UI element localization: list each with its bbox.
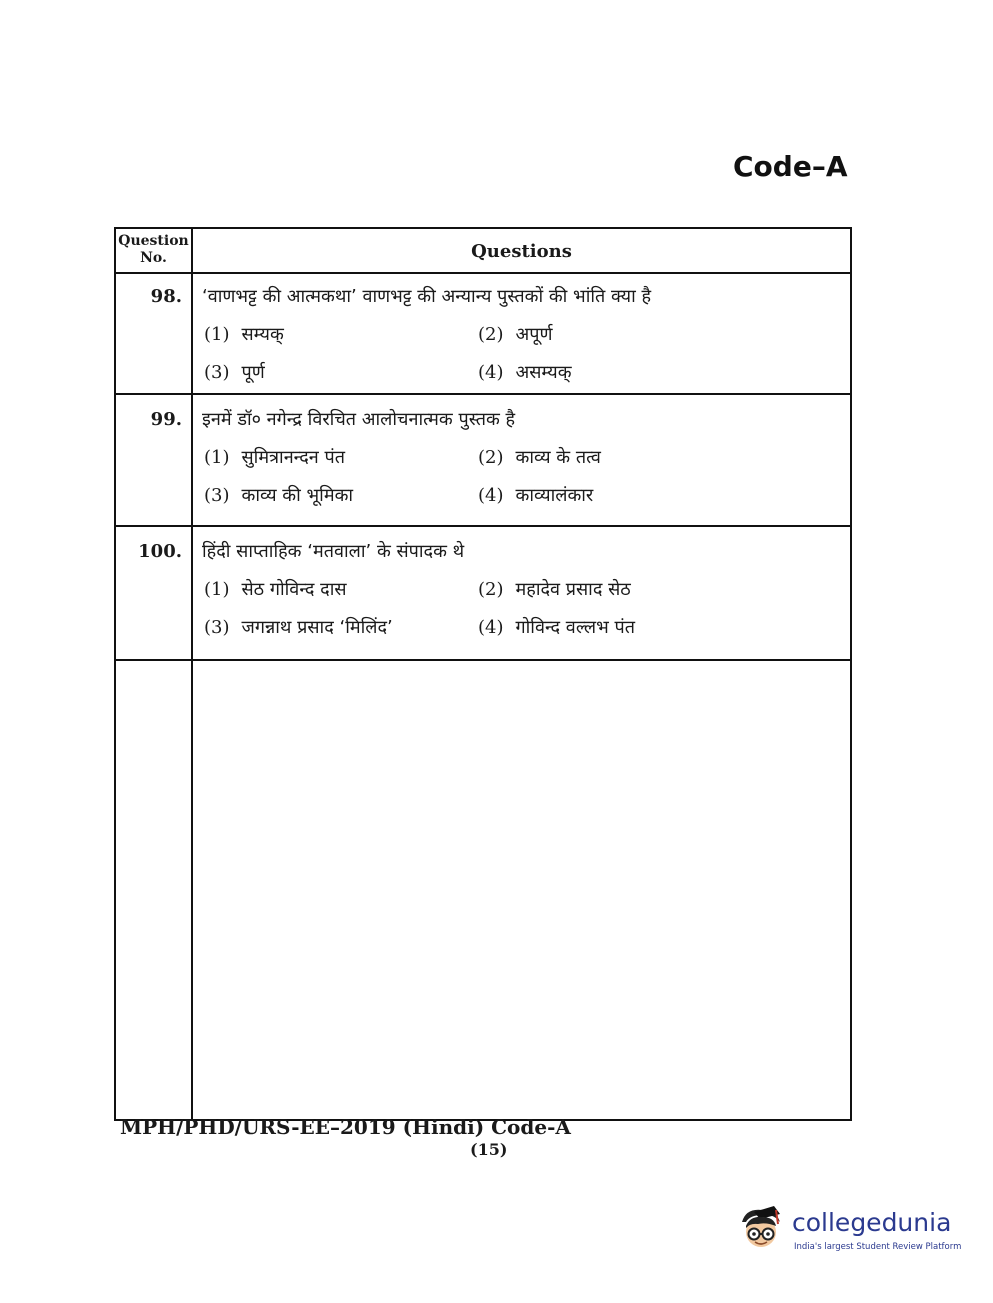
option-number: (2): [478, 447, 504, 468]
option-1: [204, 577, 347, 601]
mascot-icon: [736, 1204, 786, 1254]
option-1: [204, 445, 345, 469]
option-text: सम्यक्: [241, 324, 284, 345]
question-row: [116, 395, 850, 527]
option-4: [478, 483, 593, 507]
header-questions: Questions: [471, 241, 572, 262]
exam-code-label: Code–A: [733, 150, 848, 183]
option-text: पूर्ण: [241, 362, 265, 383]
option-text: गोविन्द वल्लभ पंत: [515, 617, 635, 638]
option-2: [478, 577, 631, 601]
question-number: 99.: [150, 409, 182, 430]
table-header: [116, 229, 850, 274]
option-number: (1): [204, 447, 230, 468]
option-text: अपूर्ण: [515, 324, 553, 345]
option-number: (3): [204, 485, 230, 506]
option-text: असम्यक्: [515, 362, 572, 383]
option-number: (3): [204, 362, 230, 383]
option-3: [204, 483, 353, 507]
option-number: (1): [204, 579, 230, 600]
option-text: काव्यालंकार: [515, 485, 594, 506]
questions-table: [114, 227, 852, 1121]
question-text: हिंदी साप्ताहिक ‘मतवाला’ के संपादक थे: [202, 541, 465, 562]
option-1: [204, 322, 284, 346]
question-text: ‘वाणभट्ट की आत्मकथा’ वाणभट्ट की अन्यान्य पुस्तकों की भांति क्या है: [202, 286, 652, 307]
option-number: (2): [478, 579, 504, 600]
brand-tagline: India's largest Student Review Platform: [794, 1242, 962, 1252]
option-2: [478, 322, 553, 346]
option-text: जगन्नाथ प्रसाद ‘मिलिंद’: [241, 617, 393, 638]
question-number: 98.: [150, 286, 182, 307]
question-number: 100.: [138, 541, 182, 562]
option-number: (4): [478, 362, 504, 383]
question-text: इनमें डॉ० नगेन्द्र विरचित आलोचनात्मक पुस्तक है: [202, 409, 516, 430]
option-text: सेठ गोविन्द दास: [241, 579, 347, 600]
option-number: (1): [204, 324, 230, 345]
option-number: (4): [478, 485, 504, 506]
option-number: (4): [478, 617, 504, 638]
collegedunia-watermark: [736, 1196, 966, 1266]
option-3: [204, 360, 265, 384]
brand-name: collegedunia: [792, 1208, 952, 1237]
option-3: [204, 615, 393, 639]
question-row: [116, 272, 850, 395]
option-4: [478, 360, 572, 384]
footer-exam-code: MPH/PHD/URS-EE–2019 (Hindi) Code-A: [120, 1115, 571, 1139]
option-2: [478, 445, 601, 469]
option-number: (3): [204, 617, 230, 638]
option-4: [478, 615, 635, 639]
option-text: काव्य की भूमिका: [241, 485, 354, 506]
question-row: [116, 527, 850, 661]
option-text: काव्य के तत्व: [515, 447, 601, 468]
page-number: (15): [470, 1140, 508, 1159]
option-text: महादेव प्रसाद सेठ: [515, 579, 631, 600]
header-question-no: Question No.: [118, 233, 189, 266]
option-text: सुमित्रानन्दन पंत: [241, 447, 345, 468]
option-number: (2): [478, 324, 504, 345]
